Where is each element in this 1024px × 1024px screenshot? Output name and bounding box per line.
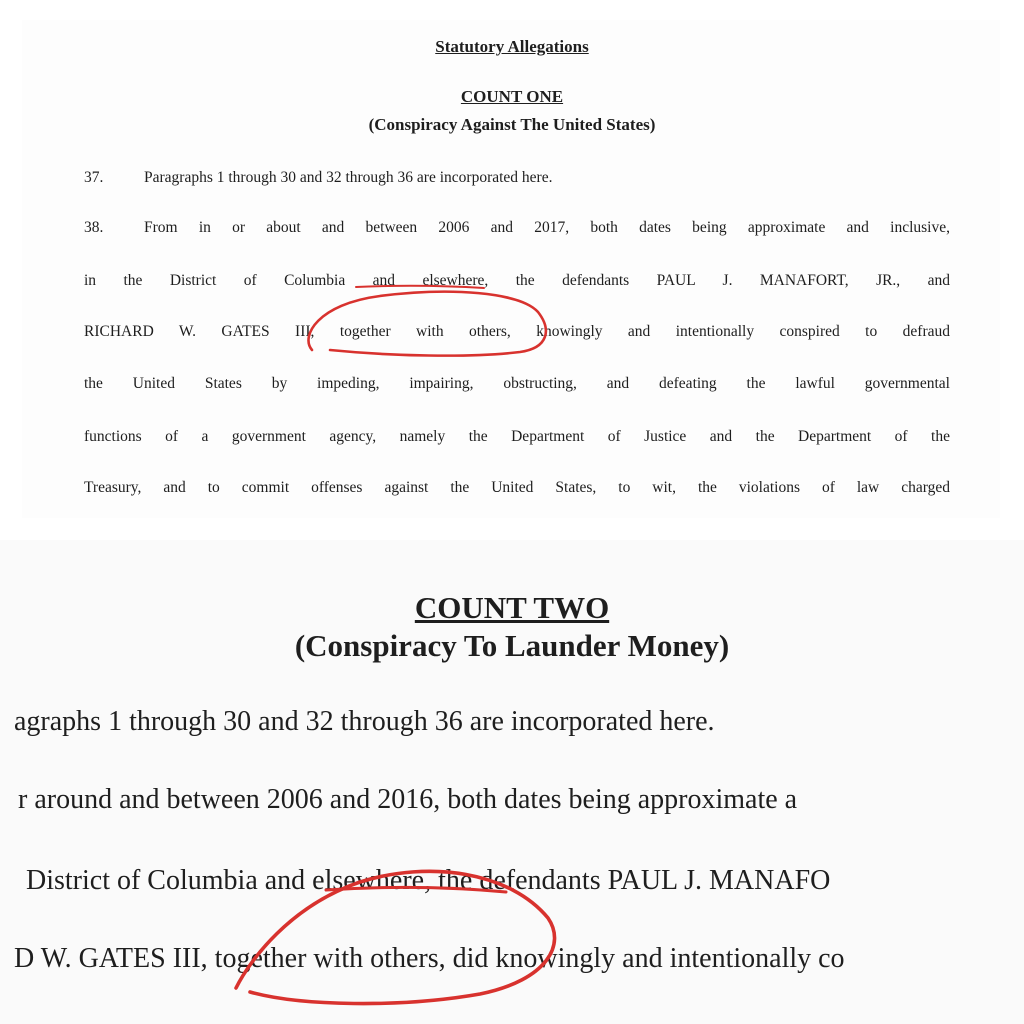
count-two-line: District of Columbia and elsewhere, the defendants PAUL J. MANAFO: [26, 865, 831, 896]
count-two-line: D W. GATES III, together with others, did knowingly and intentionally co: [14, 943, 845, 974]
paragraph-38-line: From in or about and between 2006 and 2017, both dates being approximate and inclusive,: [144, 219, 950, 236]
count-one-subtitle: (Conspiracy Against The United States): [368, 115, 656, 134]
paragraph-37-text: Paragraphs 1 through 30 and 32 through 36 are incorporated here.: [144, 169, 553, 186]
count-two-line: agraphs 1 through 30 and 32 through 36 are incorporated here.: [14, 706, 715, 737]
count-two-subtitle: (Conspiracy To Launder Money): [294, 628, 730, 663]
count-one-title: COUNT ONE: [460, 87, 564, 106]
paragraph-38-line: functions of a government agency, namely the Department of Justice and the Department of the: [84, 428, 950, 445]
paragraph-37-number: 37.: [84, 169, 104, 186]
paragraph-38-line: RICHARD W. GATES III, together with others, knowingly and intentionally conspired to defraud: [84, 323, 950, 340]
count-two-line: r around and between 2006 and 2016, both dates being approximate a: [18, 784, 798, 815]
paragraph-38-line: the United States by impeding, impairing, obstructing, and defeating the lawful governmental: [84, 375, 950, 392]
count-two-title: COUNT TWO: [414, 590, 610, 625]
section-heading: Statutory Allegations: [435, 37, 589, 56]
count-two-excerpt: [0, 540, 1024, 1024]
paragraph-38-number: 38.: [84, 219, 104, 236]
paragraph-38-line: in the District of Columbia and elsewhere, the defendants PAUL J. MANAFORT, JR., and: [84, 272, 950, 289]
paragraph-38-line: Treasury, and to commit offenses against the United States, to wit, the violations of law charged: [84, 479, 950, 496]
